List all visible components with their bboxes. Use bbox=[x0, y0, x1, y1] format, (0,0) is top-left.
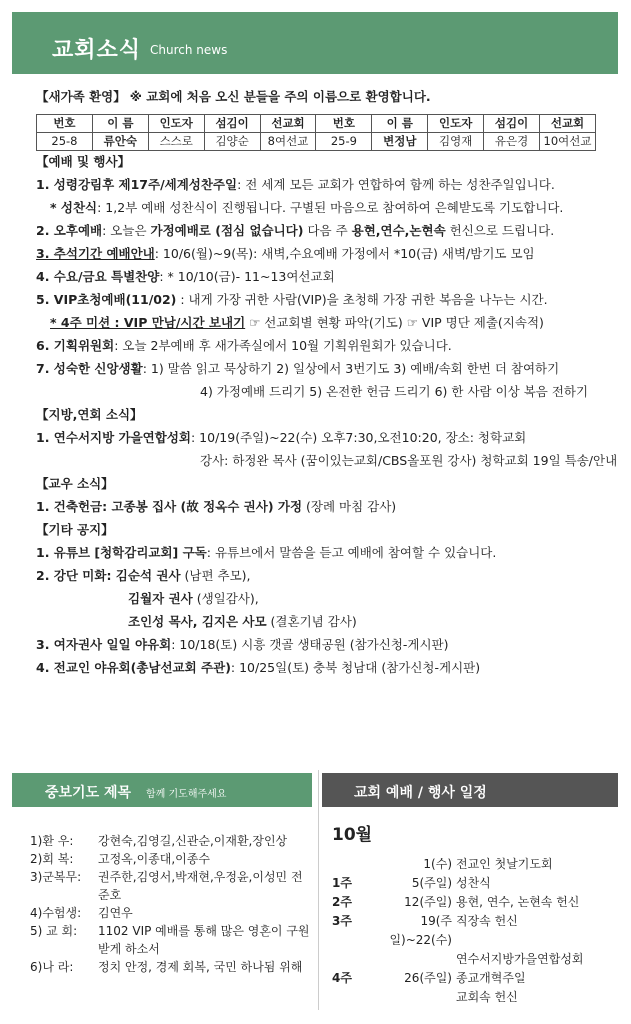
col-header: 섬김이 bbox=[484, 115, 540, 133]
item-lead: 4. 전교인 야유회(총남선교회 주관) bbox=[36, 660, 231, 675]
schedule-month: 10월 bbox=[332, 825, 373, 845]
prayer-list bbox=[30, 832, 310, 976]
col-header: 번호 bbox=[316, 115, 372, 133]
members-heading: 【교우 소식】 bbox=[36, 476, 114, 491]
event-name: 성찬식 bbox=[456, 876, 491, 890]
prayer-label: 3)군복무: bbox=[30, 870, 82, 884]
worship-item-1 bbox=[36, 178, 608, 201]
event-date: 5(주일) bbox=[411, 876, 452, 890]
list-item bbox=[332, 893, 618, 912]
list-item bbox=[30, 832, 310, 850]
item-text: : * 10/10(금)- 11~13여선교회 bbox=[159, 269, 335, 284]
table-cell: 10여선교 bbox=[540, 133, 596, 151]
members-item-1 bbox=[36, 500, 608, 523]
list-item bbox=[30, 904, 310, 922]
event-week bbox=[332, 988, 370, 1007]
prayer-label: 1)환 우: bbox=[30, 834, 74, 848]
item-text: ☞ 선교회별 현황 파악(기도) ☞ VIP 명단 제출(지속적) bbox=[245, 315, 544, 330]
worship-item-1-sub bbox=[36, 201, 608, 224]
event-name: 직장속 헌신 bbox=[456, 914, 518, 928]
col-header: 섬김이 bbox=[204, 115, 260, 133]
other-item-3 bbox=[36, 638, 608, 661]
item-text: : 10/18(토) 시흥 갯골 생태공원 (참가신청-게시판) bbox=[171, 637, 449, 652]
worship-item-6 bbox=[36, 339, 608, 362]
list-item bbox=[30, 850, 310, 868]
item-text: (남편 추모), bbox=[180, 568, 251, 583]
prayer-title: 중보기도 제목 bbox=[45, 785, 132, 801]
item-lead: 7. 성숙한 신앙생활 bbox=[36, 361, 143, 376]
item-lead: 6. 기획위원회 bbox=[36, 338, 115, 353]
item-lead: 2. 오후예배 bbox=[36, 223, 103, 238]
worship-item-2 bbox=[36, 224, 608, 247]
news-header bbox=[12, 12, 618, 74]
item-text: : 유튜브에서 말씀을 듣고 예배에 참여할 수 있습니다. bbox=[206, 545, 497, 560]
item-text: : 1,2부 예배 성찬식이 진행됩니다. 구별된 마음으로 참여하여 은혜받도록 기도합니다. bbox=[97, 200, 564, 215]
table-cell: 김양순 bbox=[204, 133, 260, 151]
prayer-label: 5) 교 회: bbox=[30, 924, 78, 938]
item-lead: 1. 성령강림후 제17주/세계성찬주일 bbox=[36, 177, 238, 192]
col-header: 인도자 bbox=[428, 115, 484, 133]
prayer-text: 1102 VIP 예배를 통해 많은 영혼이 구원받게 하소서 bbox=[98, 924, 310, 956]
item-lead: 1. 건축헌금: 고종봉 집사 (故 정옥수 권사) 가정 bbox=[36, 499, 303, 514]
newcomer-heading: 【새가족 환영】 bbox=[36, 89, 126, 104]
other-item-4 bbox=[36, 661, 608, 684]
schedule-list bbox=[332, 820, 618, 1007]
item-text: (생일감사), bbox=[192, 591, 259, 606]
list-item bbox=[332, 855, 618, 874]
event-week: 3주 bbox=[332, 914, 352, 928]
list-item bbox=[332, 874, 618, 893]
news-body bbox=[36, 89, 618, 684]
other-item-2 bbox=[36, 569, 608, 592]
list-item bbox=[30, 868, 310, 904]
news-subtitle: Church news bbox=[150, 43, 228, 57]
event-name: 전교인 첫날기도회 bbox=[456, 857, 553, 871]
item-lead: * 성찬식 bbox=[50, 200, 98, 215]
item-lead: 1. 유튜브 [청학감리교회] 구독 bbox=[36, 545, 207, 560]
other-item-2b bbox=[36, 592, 608, 615]
list-item bbox=[30, 922, 310, 958]
prayer-label: 4)수험생: bbox=[30, 906, 82, 920]
item-text: 헌신으로 드립니다. bbox=[445, 223, 555, 238]
item-text: : 오늘은 bbox=[102, 223, 151, 238]
item-text: 다음 주 bbox=[303, 223, 352, 238]
item-text: (장례 마침 감사) bbox=[302, 499, 397, 514]
worship-item-4 bbox=[36, 270, 608, 293]
worship-item-5-sub bbox=[36, 316, 608, 339]
worship-item-7-cont: 4) 가정예배 드리기 5) 온전한 헌금 드리기 6) 한 사람 이상 복음 전하기 bbox=[200, 384, 589, 399]
event-name: 용현, 연수, 논현속 헌신 bbox=[456, 895, 580, 909]
item-text: : 1) 말씀 읽고 묵상하기 2) 일상에서 3번기도 3) 예배/속회 한번 더 참여하기 bbox=[142, 361, 560, 376]
event-date bbox=[370, 988, 456, 1007]
newcomer-table bbox=[36, 114, 596, 151]
event-week: 4주 bbox=[332, 971, 352, 985]
item-text: : 10/19(주일)~22(수) 오후7:30,오전10:20, 장소: 청학교회 bbox=[190, 430, 527, 445]
other-item-1 bbox=[36, 546, 608, 569]
worship-heading: 【예배 및 행사】 bbox=[36, 154, 131, 169]
table-cell: 김영재 bbox=[428, 133, 484, 151]
col-header: 이 름 bbox=[92, 115, 148, 133]
list-item bbox=[332, 950, 618, 969]
district-heading: 【지방,연회 소식】 bbox=[36, 407, 143, 422]
table-cell: 8여선교 bbox=[260, 133, 316, 151]
event-date: 19(주일)~22(수) bbox=[389, 914, 452, 947]
item-lead: 김월자 권사 bbox=[128, 591, 193, 606]
item-lead: 1. 연수서지방 가을연합성회 bbox=[36, 430, 191, 445]
item-lead: * 4주 미션 : VIP 만남/시간 보내기 bbox=[50, 315, 246, 330]
col-header: 선교회 bbox=[260, 115, 316, 133]
column-divider bbox=[318, 770, 319, 1010]
event-date: 1(수) bbox=[423, 857, 452, 871]
table-cell: 유은경 bbox=[484, 133, 540, 151]
col-header: 인도자 bbox=[148, 115, 204, 133]
item-lead: 4. 수요/금요 특별찬양 bbox=[36, 269, 160, 284]
district-item-1-cont: 강사: 하정완 목사 (꿈이있는교회/CBS올포원 강사) 청학교회 19일 특송/안내 bbox=[200, 453, 618, 468]
item-text: : 10/25일(토) 충북 청남대 (참가신청-게시판) bbox=[230, 660, 481, 675]
worship-item-5 bbox=[36, 293, 608, 316]
prayer-header bbox=[12, 773, 312, 807]
news-title: 교회소식 bbox=[52, 38, 142, 63]
newcomer-heading-line bbox=[36, 90, 608, 113]
prayer-subtitle: 함께 기도해주세요 bbox=[146, 789, 227, 800]
table-cell: 스스로 bbox=[148, 133, 204, 151]
event-name: 교회속 헌신 bbox=[456, 990, 518, 1004]
item-lead: 3. 여자권사 일일 야유회 bbox=[36, 637, 172, 652]
event-date: 26(주일) bbox=[404, 971, 452, 985]
table-cell: 25-9 bbox=[316, 133, 372, 151]
item-text: : 10/6(월)~9(목): 새벽,수요예배 가정에서 *10(금) 새벽/밤기도 모임 bbox=[154, 246, 535, 261]
list-item bbox=[30, 958, 310, 976]
other-heading: 【기타 공지】 bbox=[36, 522, 114, 537]
item-text: : 내게 가장 귀한 사람(VIP)을 초청해 가장 귀한 복음을 나누는 시간. bbox=[176, 292, 548, 307]
district-item-1 bbox=[36, 431, 608, 454]
event-date bbox=[370, 950, 456, 969]
prayer-text: 고정옥,이종대,이종수 bbox=[98, 852, 210, 866]
schedule-header bbox=[322, 773, 618, 807]
prayer-text: 강현숙,김영길,신관순,이재환,장인상 bbox=[98, 834, 288, 848]
list-item bbox=[332, 912, 618, 950]
event-name: 종교개혁주일 bbox=[456, 971, 526, 985]
item-lead: 2. 강단 미화: 김순석 권사 bbox=[36, 568, 181, 583]
event-date: 12(주일) bbox=[404, 895, 452, 909]
col-header: 이 름 bbox=[372, 115, 428, 133]
item-text: : 오늘 2부예배 후 새가족실에서 10월 기획위원회가 있습니다. bbox=[114, 338, 452, 353]
col-header: 선교회 bbox=[540, 115, 596, 133]
prayer-text: 김연우 bbox=[98, 906, 133, 920]
event-name: 연수서지방가을연합성회 bbox=[456, 952, 584, 966]
item-emphasis: 가정예배로 (점심 없습니다) bbox=[150, 223, 304, 238]
worship-item-7 bbox=[36, 362, 608, 385]
newcomer-table-header bbox=[37, 115, 596, 133]
event-week bbox=[332, 950, 370, 969]
event-week: 1주 bbox=[332, 876, 352, 890]
table-cell: 변정남 bbox=[372, 133, 428, 151]
item-emphasis: 용현,연수,논현속 bbox=[351, 223, 446, 238]
col-header: 번호 bbox=[37, 115, 93, 133]
newcomer-welcome: ※ 교회에 처음 오신 분들을 주의 이름으로 환영합니다. bbox=[129, 89, 431, 104]
prayer-label: 2)회 복: bbox=[30, 852, 74, 866]
prayer-text: 정치 안정, 경제 회복, 국민 하나됨 위해 bbox=[98, 960, 303, 974]
worship-item-3 bbox=[36, 247, 608, 270]
table-cell: 류안숙 bbox=[92, 133, 148, 151]
table-row bbox=[37, 133, 596, 151]
event-week bbox=[332, 855, 370, 874]
item-text: : 전 세계 모든 교회가 연합하여 함께 하는 성찬주일입니다. bbox=[237, 177, 555, 192]
prayer-label: 6)나 라: bbox=[30, 960, 74, 974]
list-item bbox=[332, 969, 618, 988]
event-week: 2주 bbox=[332, 895, 352, 909]
other-item-2c bbox=[36, 615, 608, 638]
list-item bbox=[332, 988, 618, 1007]
item-lead: 조인성 목사, 김지은 사모 bbox=[128, 614, 267, 629]
prayer-text: 권주한,김영서,박재현,우정윤,이성민 전준호 bbox=[98, 870, 303, 902]
item-text: (결혼기념 감사) bbox=[266, 614, 357, 629]
item-lead: 5. VIP초청예배(11/02) bbox=[36, 292, 177, 307]
table-cell: 25-8 bbox=[37, 133, 93, 151]
schedule-title: 교회 예배 / 행사 일정 bbox=[354, 785, 487, 801]
item-lead: 3. 추석기간 예배안내 bbox=[36, 246, 155, 261]
